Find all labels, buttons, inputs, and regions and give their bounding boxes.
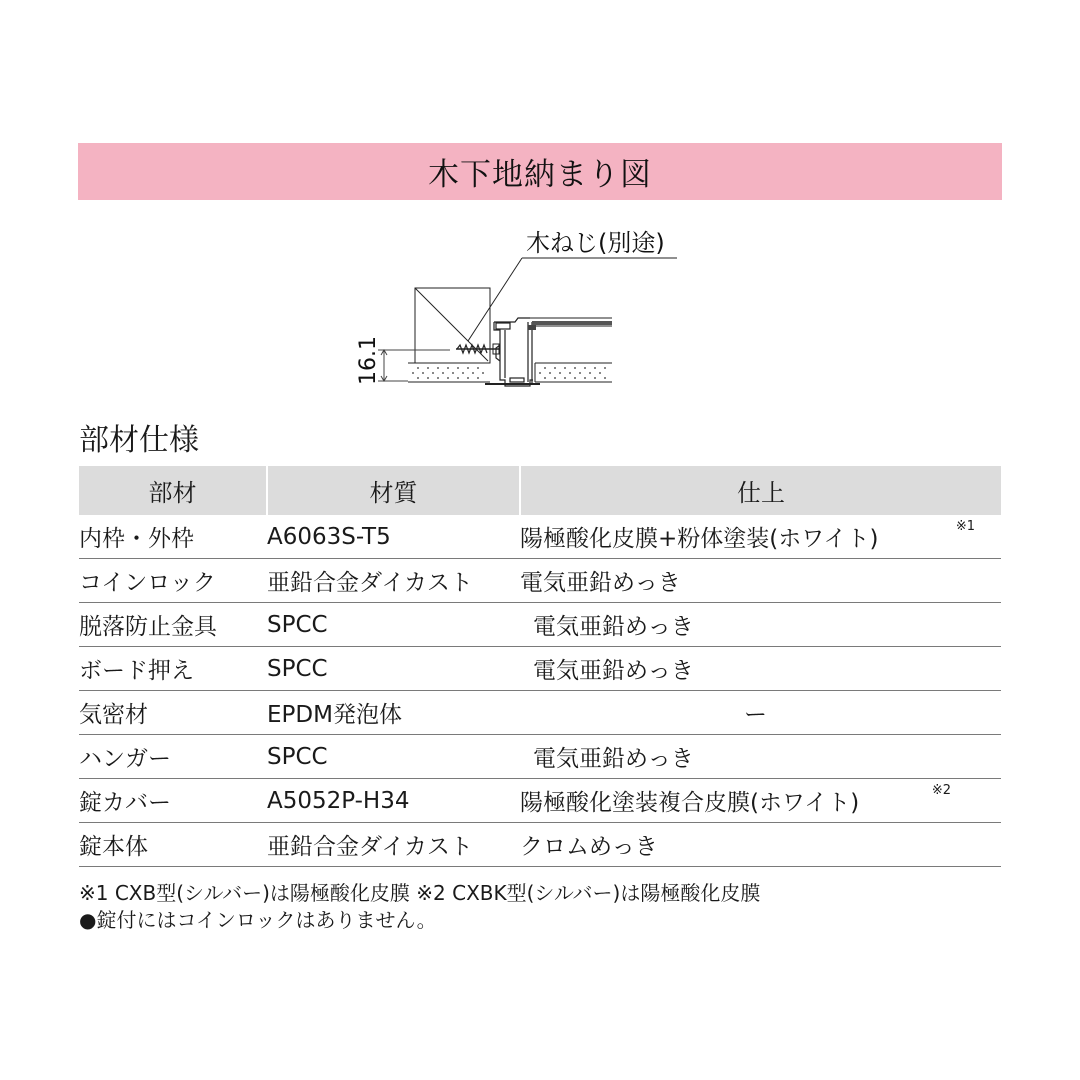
board-right [535,363,612,382]
cell-part: 錠カバー [79,779,267,823]
callout-label: 木ねじ(別途) [526,229,665,257]
column-header-part: 部材 [79,466,267,515]
cell-material: A6063S-T5 [267,515,520,559]
wood-block-icon [415,288,490,363]
cell-finish [520,691,1001,735]
cell-finish [520,515,1001,559]
banner-title: 木下地納まり図 [428,157,652,193]
table-header-row [79,466,1001,515]
spec-section-title: 部材仕様 [79,423,199,458]
cell-material: SPCC [267,647,520,691]
finish-text: 電気亜鉛めっき [533,746,694,772]
finish-text: 陽極酸化皮膜+粉体塗装(ホワイト) [520,526,879,552]
cell-finish [520,823,1001,867]
table-row [79,823,1001,867]
finish-text: 電気亜鉛めっき [533,614,694,640]
footnotes [79,880,760,934]
column-header-finish: 仕上 [520,466,1001,515]
cell-material: A5052P-H34 [267,779,520,823]
cell-finish [520,603,1001,647]
table-row [79,735,1001,779]
note-mark: ※2 [931,783,951,798]
cell-part: 内枠・外枠 [79,515,267,559]
table-row [79,603,1001,647]
cell-material: 亜鉛合金ダイカスト [267,823,520,867]
finish-text: クロムめっき [520,834,658,860]
cell-finish [520,559,1001,603]
spec-table [79,466,1001,867]
cell-finish [520,735,1001,779]
cell-material: SPCC [267,735,520,779]
table-row [79,559,1001,603]
title-banner [78,143,1002,200]
board-left [408,363,490,382]
cell-part: ボード押え [79,647,267,691]
dimension-marker [356,336,450,385]
cell-part: ハンガー [79,735,267,779]
cell-material: EPDM発泡体 [267,691,520,735]
table-row [79,779,1001,823]
note-mark: ※1 [955,519,975,534]
screw-icon [456,344,500,354]
finish-text: 陽極酸化塗装複合皮膜(ホワイト) [520,790,860,816]
cell-finish [520,779,1001,823]
panel-top [518,318,612,330]
cell-part: 脱落防止金具 [79,603,267,647]
cell-material: SPCC [267,603,520,647]
cell-part: 気密材 [79,691,267,735]
cell-material: 亜鉛合金ダイカスト [267,559,520,603]
cell-part: 錠本体 [79,823,267,867]
finish-text: 電気亜鉛めっき [520,570,681,596]
table-row [79,691,1001,735]
cell-finish [520,647,1001,691]
column-header-material: 材質 [267,466,520,515]
finish-text: 電気亜鉛めっき [533,658,694,684]
footnote-line-1: ※1 CXB型(シルバー)は陽極酸化皮膜 ※2 CXBK型(シルバー)は陽極酸化皮膜 [79,881,761,905]
dimension-label: 16.1 [356,336,381,385]
installation-diagram [340,220,700,405]
footnote-line-2: ●錠付にはコインロックはありません。 [79,908,437,932]
cell-part: コインロック [79,559,267,603]
table-row [79,647,1001,691]
finish-text: ー [744,702,767,728]
table-row [79,515,1001,559]
